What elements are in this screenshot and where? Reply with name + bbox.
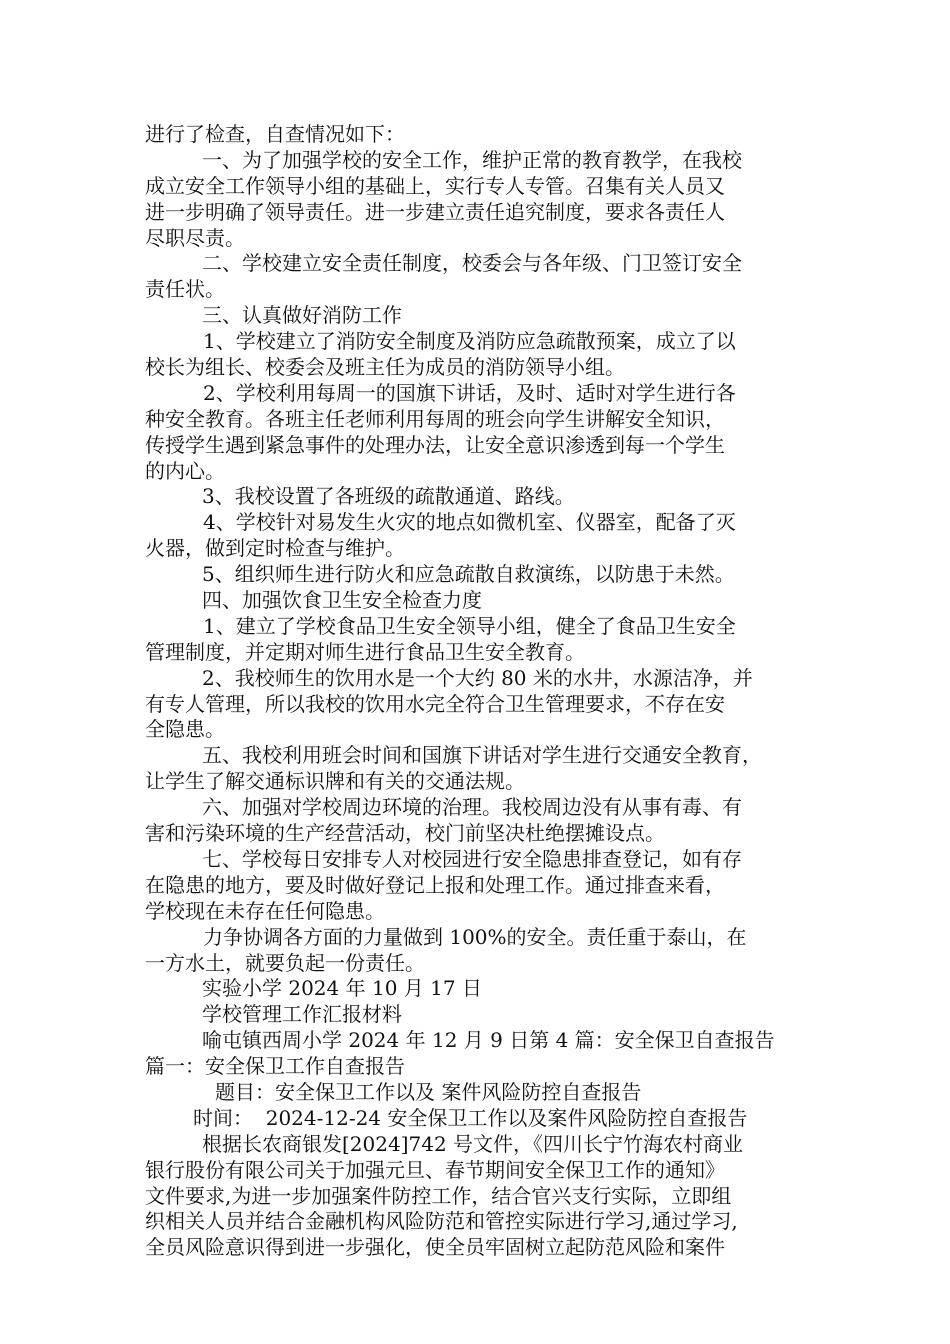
text-line: 全隐患。	[145, 717, 225, 742]
text-line: 管理制度，并定期对师生进行食品卫生安全教育。	[145, 639, 585, 664]
text-line: 三、认真做好消防工作	[202, 303, 402, 328]
text-line: 篇一：安全保卫工作自查报告	[145, 1054, 405, 1079]
text-line: 一方水土，就要负起一份责任。	[145, 950, 425, 975]
text-line: 学校管理工作汇报材料	[202, 1002, 402, 1027]
text-line: 火器，做到定时检查与维护。	[145, 536, 405, 561]
text-line: 七、学校每日安排专人对校园进行安全隐患排查登记，如有存	[202, 846, 742, 871]
text-line: 尽职尽责。	[145, 225, 245, 250]
text-line: 文件要求,为进一步加强案件防控工作，结合官兴支行实际，立即组	[145, 1183, 732, 1208]
text-line: 5、组织师生进行防火和应急疏散自救演练，以防患于未然。	[202, 562, 735, 587]
text-line: 3、我校设置了各班级的疏散通道、路线。	[202, 484, 575, 509]
text-line: 2、我校师生的饮用水是一个大约 80 米的水井，水源洁净，并	[202, 665, 753, 690]
text-line: 五、我校利用班会时间和国旗下讲话对学生进行交通安全教育，	[202, 743, 762, 768]
text-line: 银行股份有限公司关于加强元旦、春节期间安全保卫工作的通知》	[145, 1157, 725, 1182]
text-line: 2、学校利用每周一的国旗下讲话，及时、适时对学生进行各	[203, 380, 736, 405]
text-line: 四、加强饮食卫生安全检查力度	[202, 588, 482, 613]
text-line: 全员风险意识得到进一步强化，使全员牢固树立起防范风险和案件	[145, 1235, 725, 1260]
text-line: 一、为了加强学校的安全工作，维护正常的教育教学，在我校	[202, 147, 742, 172]
text-line: 学校现在未存在任何隐患。	[145, 898, 385, 923]
text-line: 让学生了解交通标识牌和有关的交通法规。	[145, 769, 525, 794]
text-line: 力争协调各方面的力量做到 100%的安全。责任重于泰山，在	[203, 924, 747, 949]
text-line: 4、学校针对易发生火灾的地点如微机室、仪器室，配备了灭	[203, 510, 736, 535]
document-body	[145, 122, 815, 1261]
text-line: 进一步明确了领导责任。进一步建立责任追究制度，要求各责任人	[145, 199, 725, 224]
text-line: 实验小学 2024 年 10 月 17 日	[202, 976, 482, 1001]
text-line: 有专人管理，所以我校的饮用水完全符合卫生管理要求，不存在安	[145, 691, 725, 716]
text-line: 传授学生遇到紧急事件的处理办法，让安全意识渗透到每一个学生	[145, 432, 725, 457]
text-line: 在隐患的地方，要及时做好登记上报和处理工作。通过排查来看，	[145, 872, 725, 897]
text-line: 根据长农商银发[2024]742 号文件，《四川长宁竹海农村商业	[202, 1131, 744, 1156]
text-line: 1、建立了学校食品卫生安全领导小组，健全了食品卫生安全	[203, 613, 736, 638]
text-line: 责任状。	[145, 277, 225, 302]
text-line: 害和污染环境的生产经营活动，校门前坚决杜绝摆摊设点。	[145, 821, 665, 846]
text-line: 进行了检查，自查情况如下：	[145, 122, 405, 146]
text-line: 喻屯镇西周小学 2024 年 12 月 9 日第 4 篇：安全保卫自查报告	[202, 1028, 775, 1053]
text-line: 织相关人员并结合金融机构风险防范和管控实际进行学习,通过学习,	[145, 1209, 738, 1234]
text-line: 种安全教育。各班主任老师利用每周的班会向学生讲解安全知识，	[145, 406, 725, 431]
text-line: 的内心。	[145, 458, 225, 483]
text-line: 1、学校建立了消防安全制度及消防应急疏散预案，成立了以	[203, 329, 736, 354]
text-line: 题目：安全保卫工作以及 案件风险防控自查报告	[215, 1079, 642, 1104]
text-line: 校长为组长、校委会及班主任为成员的消防领导小组。	[145, 355, 625, 380]
text-line: 时间： 2024-12-24 安全保卫工作以及案件风险防控自查报告	[193, 1105, 748, 1130]
text-line: 成立安全工作领导小组的基础上，实行专人专管。召集有关人员又	[145, 173, 725, 198]
text-line: 六、加强对学校周边环境的治理。我校周边没有从事有毒、有	[202, 795, 742, 820]
text-line: 二、学校建立安全责任制度，校委会与各年级、门卫签订安全	[202, 251, 742, 276]
